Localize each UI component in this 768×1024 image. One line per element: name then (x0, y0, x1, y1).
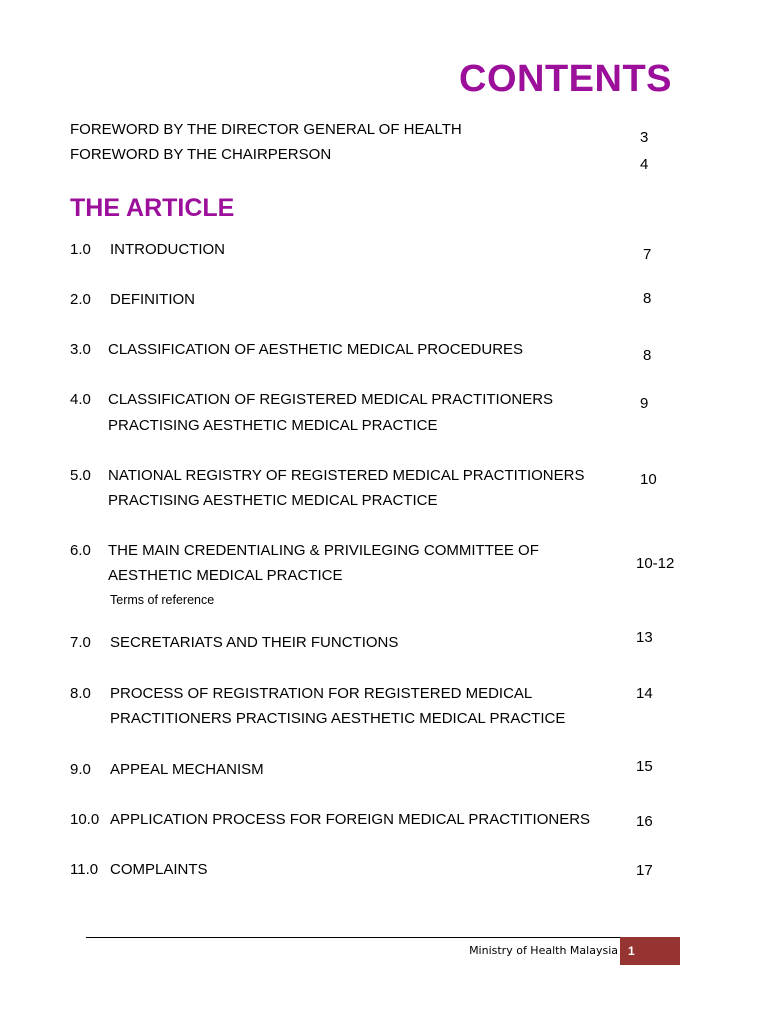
entry-number: 7.0 (70, 634, 91, 651)
foreword-2-label: FOREWORD BY THE CHAIRPERSON (70, 146, 332, 163)
entry-number: 3.0 (70, 341, 91, 358)
entry-number: 2.0 (70, 291, 91, 308)
entry-title: PROCESS OF REGISTRATION FOR REGISTERED MEDICAL (110, 685, 533, 702)
entry-page: 14 (636, 685, 653, 702)
entry-page: 7 (643, 246, 652, 263)
footer-org: Ministry of Health Malaysia (469, 944, 618, 957)
footer-divider (86, 937, 620, 938)
entry-page: 17 (636, 862, 653, 879)
entry-title: APPLICATION PROCESS FOR FOREIGN MEDICAL PRACTITIONERS (110, 811, 591, 828)
entry-title: CLASSIFICATION OF AESTHETIC MEDICAL PROCEDURES (108, 341, 524, 358)
entry-number: 4.0 (70, 391, 91, 408)
entry-page: 8 (643, 290, 652, 307)
entry-title: SECRETARIATS AND THEIR FUNCTIONS (110, 634, 399, 651)
entry-title-continued: PRACTITIONERS PRACTISING AESTHETIC MEDICAL PRACTICE (110, 710, 566, 727)
entry-number: 9.0 (70, 761, 91, 778)
footer-page-number: 1 (620, 937, 680, 965)
entry-title-continued: PRACTISING AESTHETIC MEDICAL PRACTICE (108, 417, 438, 434)
foreword-2-page: 4 (640, 156, 649, 173)
section-heading: THE ARTICLE (70, 194, 235, 222)
entry-number: 11.0 (70, 861, 99, 878)
entry-page: 8 (643, 347, 652, 364)
entry-title-continued: AESTHETIC MEDICAL PRACTICE (108, 567, 343, 584)
entry-page: 10 (640, 471, 657, 488)
entry-subitem: Terms of reference (110, 593, 215, 607)
foreword-1-page: 3 (640, 129, 649, 146)
entry-title: THE MAIN CREDENTIALING & PRIVILEGING COMMITTEE OF (108, 542, 539, 559)
entry-title: CLASSIFICATION OF REGISTERED MEDICAL PRACTITIONERS (108, 391, 554, 408)
entry-title-continued: PRACTISING AESTHETIC MEDICAL PRACTICE (108, 492, 438, 509)
entry-number: 1.0 (70, 241, 91, 258)
entry-title: INTRODUCTION (110, 241, 225, 258)
entry-number: 10.0 (70, 811, 100, 828)
entry-title: APPEAL MECHANISM (110, 761, 264, 778)
entry-number: 6.0 (70, 542, 91, 559)
entry-page: 13 (636, 629, 653, 646)
foreword-1-label: FOREWORD BY THE DIRECTOR GENERAL OF HEALTH (70, 121, 462, 138)
entry-page: 9 (640, 395, 649, 412)
entry-title: NATIONAL REGISTRY OF REGISTERED MEDICAL PRACTITIONERS (108, 467, 585, 484)
entry-page: 15 (636, 758, 653, 775)
entry-number: 5.0 (70, 467, 91, 484)
entry-page: 16 (636, 813, 653, 830)
page-title: CONTENTS (459, 58, 672, 100)
entry-page: 10-12 (636, 555, 675, 572)
entry-title: COMPLAINTS (110, 861, 208, 878)
entry-number: 8.0 (70, 685, 91, 702)
entry-title: DEFINITION (110, 291, 195, 308)
